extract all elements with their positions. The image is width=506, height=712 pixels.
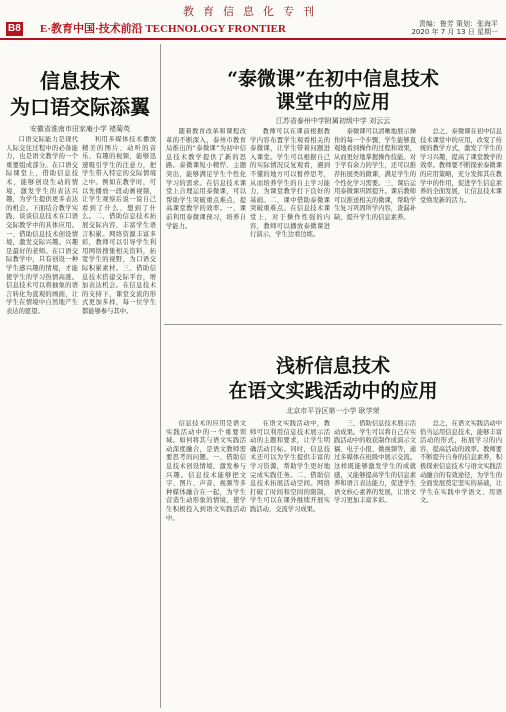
editor-credit: 责编：鲁芳 策划：张海平 (418, 20, 498, 28)
article2-column-3 (334, 128, 416, 318)
article2-column-1 (166, 128, 246, 318)
article2-column-2 (250, 128, 330, 318)
article3-body-2: 在语文实践活动中，教师可以利用信息技术展示活动的主题和要求，让学生明确活动目标。同时，信息技术还可以为学生提供丰富的学习资源，帮助学生更好地完成实践任务。二、借助信息技术拓展活动空间。网络打破了时间和空间的限制，学生可以在课外继续开展实践活动，交流学习成果。 (250, 420, 330, 513)
article3-body-4: 总之，在语文实践活动中恰当运用信息技术，能够丰富活动的形式，拓展学习的内容，提高活动的效率。教师要不断提升自身的信息素养，积极探索信息技术与语文实践活动融合的有效途径，为学生的全面发展奠定坚实的基础，让学生在实践中学语文、用语文。 (420, 420, 502, 505)
article1-body-2: 利用多媒体技术播放精美的图片、动听的音乐、有趣的视频，能够迅速吸引学生的注意力，把学生带入特定的交际情境之中。例如在教学时，可以先播放一段动画视频，让学生观察后说一说自己看到了什么、想到了什么。二、借助信息技术拓展交际内容，丰富学生语言积累。网络资源丰富多彩，教师可以引导学生利用网络搜集相关资料，拓宽学生的视野，为口语交际积累素材。三、借助信息技术搭建交际平台，增加表达机会。在信息技术的支持下，课堂交流的形式更加多样，每一位学生都能够参与其中。 (82, 136, 156, 315)
masthead (0, 22, 506, 38)
article1-column-1 (6, 136, 78, 706)
article3-column-3 (334, 420, 416, 706)
article2-title-line1: “泰微课”在初中信息技术 (227, 68, 439, 90)
section-title: E·教育中国·技术前沿 TECHNOLOGY FRONTIER (40, 23, 286, 35)
page-number: B8 (8, 23, 21, 34)
article2-column-4 (420, 128, 502, 318)
masthead-rule (0, 38, 506, 40)
article3-column-1 (166, 420, 246, 706)
article2-body-1: 随着教育改革和课程改革的不断深入，泰州市教育局推出的“泰微课”为初中信息技术教学提供了新的思路。泰微课短小精悍、主题突出，能够满足学生个性化学习的需求。在信息技术课堂上合理运用泰微课，可以帮助学生突破重点难点，提高课堂教学的效率。一、课前利用泰微课预习，培养自学能力。 (166, 128, 246, 230)
article3-body-3: 三、借助信息技术展示活动成果。学生可以将自己在实践活动中的收获制作成演示文稿、电子小报、微视频等，通过多媒体在班级中展示交流。这样既能够激发学生的成就感，又能够提高学生的信息素养和语言表达能力，促进学生语文核心素养的发展，让语文学习更加丰富多彩。 (334, 420, 416, 505)
article1-body-1: 口语交际能力是现代人际交往过程中的必备能力，也是语文教学的一个重要组成部分。在口语交际课堂上，借助信息技术，能够创设生动的情境，激发学生的表达兴趣，为学生提供更多表达的机会。下面结合教学实践，谈谈信息技术在口语交际教学中的具体应用。一、借助信息技术创设情境，激发交际兴趣。兴趣是最好的老师。在口语交际教学中，只有创设一种学生感兴趣的情境，才能使学生的学习热情高涨。信息技术可以将抽象的语言转化为直观的画面，让学生在情境中自然地产生表达的愿望。 (6, 136, 78, 315)
article1-column-2 (82, 136, 156, 706)
article3-body-1: 信息技术的应用是语文实践活动中的一个重要领域。如何将其与语文实践活动深度融合，是语文教师需要思考的问题。一、借助信息技术创设情境，激发参与兴趣。信息技术能够把文字、图片、声音、视频等多种媒体融合在一起，为学生营造生动形象的情境，使学生积极投入到语文实践活动中。 (166, 420, 246, 522)
article3-column-4 (420, 420, 502, 706)
article1-title (4, 68, 156, 120)
article1-title-line1: 信息技术 (40, 69, 120, 93)
article1-byline: 安徽省淮南市田家庵小学 褚菊英 (29, 125, 131, 133)
article2-byline: 江苏省泰州中学附属初级中学 刘云云 (275, 117, 391, 125)
article-divider-horizontal (164, 324, 502, 325)
article2-title (164, 68, 502, 114)
article3-column-2 (250, 420, 330, 706)
article2-title-line2: 课堂中的应用 (275, 91, 390, 113)
column-divider-left (160, 44, 161, 708)
article2-body-2: 教师可以在课前根据教学内容布置学生观看相关的泰微课，让学生带着问题进入课堂。学生可以根据自己的实际情况反复观看，遇到不懂的地方可以暂停思考，从而培养学生的自主学习能力，为课堂教学打下良好的基础。二、课中借助泰微课突破重难点。在信息技术课堂上，对于操作性强的内容，教师可以播放泰微课进行演示，学生边看边练。 (250, 128, 330, 239)
article1-title-line2: 为口语交际添翼 (10, 95, 150, 119)
article3-byline: 北京市平谷区第一小学 耿学荣 (286, 407, 380, 415)
newspaper-banner: 教育信息化专刊 (183, 5, 323, 18)
article3-title-line2: 在语文实践活动中的应用 (228, 380, 438, 402)
article3-title (164, 354, 502, 404)
issue-date: 2020 年 7 月 13 日 星期一 (411, 28, 498, 36)
article3-title-line1: 浅析信息技术 (275, 355, 390, 377)
issue-meta (411, 20, 498, 36)
article2-body-3: 泰微课可以清晰地展示操作的每一个步骤，学生能够直观地看到操作的过程和效果，从而更好地掌握操作技能。对于学有余力的学生，还可以推荐拓展类的微课，满足学生的个性化学习需要。三、课后运用泰微课巩固提升。课后教师可以推送相关的微课，帮助学生复习巩固所学内容，查漏补缺，提升学生的信息素养。 (334, 128, 416, 221)
article2-body-4: 总之，泰微课在初中信息技术课堂中的应用，改变了传统的教学方式，激发了学生的学习兴趣，提高了课堂教学的效率。教师要不断探索泰微课的应用策略，充分发挥其在教学中的作用，促进学生信息素养的全面发展，让信息技术课堂焕发新的活力。 (420, 128, 502, 204)
